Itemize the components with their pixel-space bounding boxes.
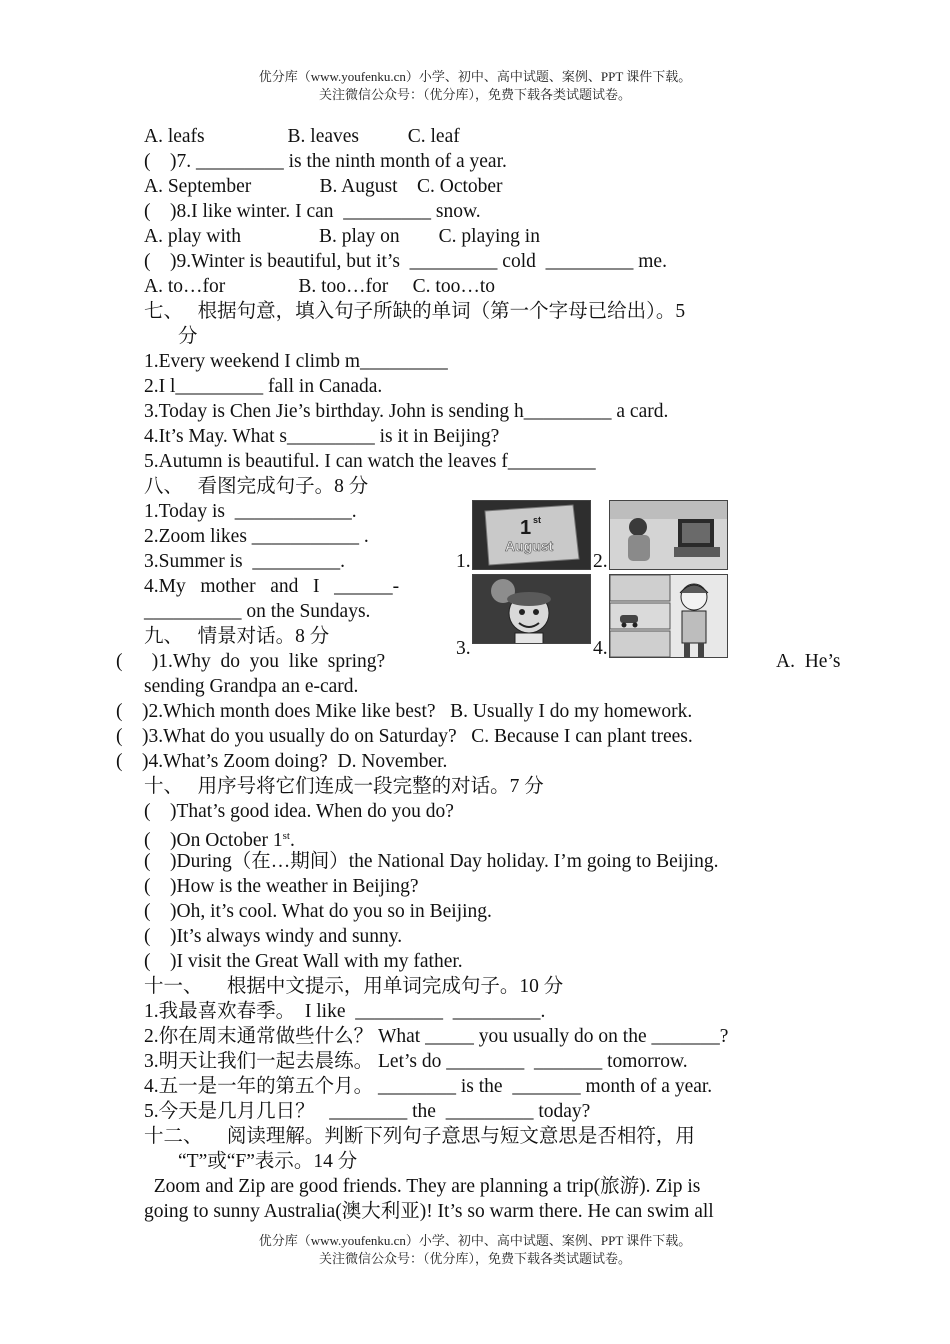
option-line: A. to…for B. too…for C. too…to [144, 276, 495, 297]
section-12-heading: 十二、 阅读理解。判断下列句子意思与短文意思是否相符，用 [144, 1126, 695, 1147]
picture-number-3: 3. [456, 638, 471, 659]
picture-number-2: 2. [593, 551, 608, 572]
picture-2-watching-tv [609, 500, 728, 570]
question-line: ( )7. _________ is the ninth month of a year. [144, 151, 507, 172]
picture-1-suffix: st [533, 515, 542, 525]
footer-line-1: 优分库（www.youfenku.cn）小学、初中、高中试题、案例、PPT 课件下载。 [258, 1233, 692, 1248]
period: . [289, 830, 295, 851]
picture-3-hot-summer-cartoon [472, 574, 591, 644]
question-line: ( )9.Winter is beautiful, but it’s _________ cold _________ me. [144, 251, 667, 272]
section-7-heading: 七、 根据句意，填入句子所缺的单词（第一个字母已给出）。5 [144, 301, 686, 322]
footer-line-2: 关注微信公众号：（优分库），免费下载各类试题试卷。 [318, 1251, 631, 1266]
section-10-heading: 十、 用序号将它们连成一段完整的对话。7 分 [144, 776, 544, 797]
question-line: ( )2.Which month does Mike like best? B. Usually I do my homework. [116, 701, 693, 722]
question-line: ( )1.Why do you like spring? [116, 651, 386, 672]
question-line: 1.我最喜欢春季。 I like _________ _________. [144, 1001, 546, 1022]
dialogue-line: ( )It’s always windy and sunny. [144, 926, 403, 947]
question-line: ( )4.What’s Zoom doing? D. November. [116, 751, 448, 772]
question-line: 5.Autumn is beautiful. I can watch the leaves f_________ [144, 451, 596, 472]
header-line-2: 关注微信公众号：（优分库），免费下载各类试题试卷。 [318, 87, 631, 102]
question-line: 4.It’s May. What s_________ is it in Beijing? [144, 426, 500, 447]
picture-number-4: 4. [593, 638, 608, 659]
option-line: A. September B. August C. October [144, 176, 503, 197]
dialogue-line: ( )During（在…期间）the National Day holiday. I’m going to Beijing. [144, 851, 719, 872]
question-line: 2.你在周末通常做些什么？ What _____ you usually do on the _______? [144, 1026, 729, 1047]
ordinal-suffix: st [282, 830, 290, 842]
question-line: ( )8.I like winter. I can _________ snow. [144, 201, 481, 222]
dialogue-line: ( )I visit the Great Wall with my father. [144, 951, 463, 972]
question-line: 1.Every weekend I climb m_________ [144, 351, 448, 372]
question-line: 3.明天让我们一起去晨练。 Let’s do ________ _______ tomorrow. [144, 1051, 688, 1072]
reading-passage-line: going to sunny Australia(澳大利亚)! It’s so warm there. He can swim all [144, 1201, 714, 1222]
question-line: ( )3.What do you usually do on Saturday? C. Because I can plant trees. [116, 726, 693, 747]
dialogue-line: ( )Oh, it’s cool. What do you so in Beijing. [144, 901, 492, 922]
section-11-heading: 十一、 根据中文提示，用单词完成句子。10 分 [144, 976, 564, 997]
answer-option-a: A. He’s [776, 651, 841, 672]
reading-passage-line: Zoom and Zip are good friends. They are planning a trip(旅游). Zip is [144, 1176, 701, 1197]
section-7-heading-cont: 分 [178, 326, 198, 347]
picture-1-month: August [505, 538, 554, 554]
question-line: 3.Summer is _________. [144, 551, 345, 572]
option-line: A. play with B. play on C. playing in [144, 226, 540, 247]
dialogue-line: ( )That’s good idea. When do you do? [144, 801, 454, 822]
dialogue-line: ( )How is the weather in Beijing? [144, 876, 419, 897]
picture-1-day: 1 [520, 517, 532, 539]
section-8-heading: 八、 看图完成句子。8 分 [144, 476, 369, 497]
question-line-cont: __________ on the Sundays. [144, 601, 371, 622]
dialogue-text: ( )On October 1 [144, 830, 283, 851]
question-line: 1.Today is ____________. [144, 501, 357, 522]
picture-1-august-calendar [472, 500, 591, 570]
answer-option-a-cont: sending Grandpa an e-card. [144, 676, 359, 697]
section-12-heading-cont: “T”或“F”表示。14 分 [178, 1151, 358, 1172]
question-line: 2.Zoom likes ___________ . [144, 526, 369, 547]
question-line: 3.Today is Chen Jie’s birthday. John is sending h_________ a card. [144, 401, 669, 422]
picture-number-1: 1. [456, 551, 471, 572]
option-line: A. leafs B. leaves C. leaf [144, 126, 460, 147]
question-line: 2.I l_________ fall in Canada. [144, 376, 383, 397]
question-line: 5.今天是几月几日？ ________ the _________ today? [144, 1101, 591, 1122]
question-line: 4.五一是一年的第五个月。 ________ is the _______ month of a year. [144, 1076, 713, 1097]
question-line: 4.My mother and I ______- [144, 576, 400, 597]
header-line-1: 优分库（www.youfenku.cn）小学、初中、高中试题、案例、PPT 课件下载。 [258, 69, 692, 84]
picture-4-girl-and-shelves [609, 574, 728, 658]
section-9-heading: 九、 情景对话。8 分 [144, 626, 330, 647]
